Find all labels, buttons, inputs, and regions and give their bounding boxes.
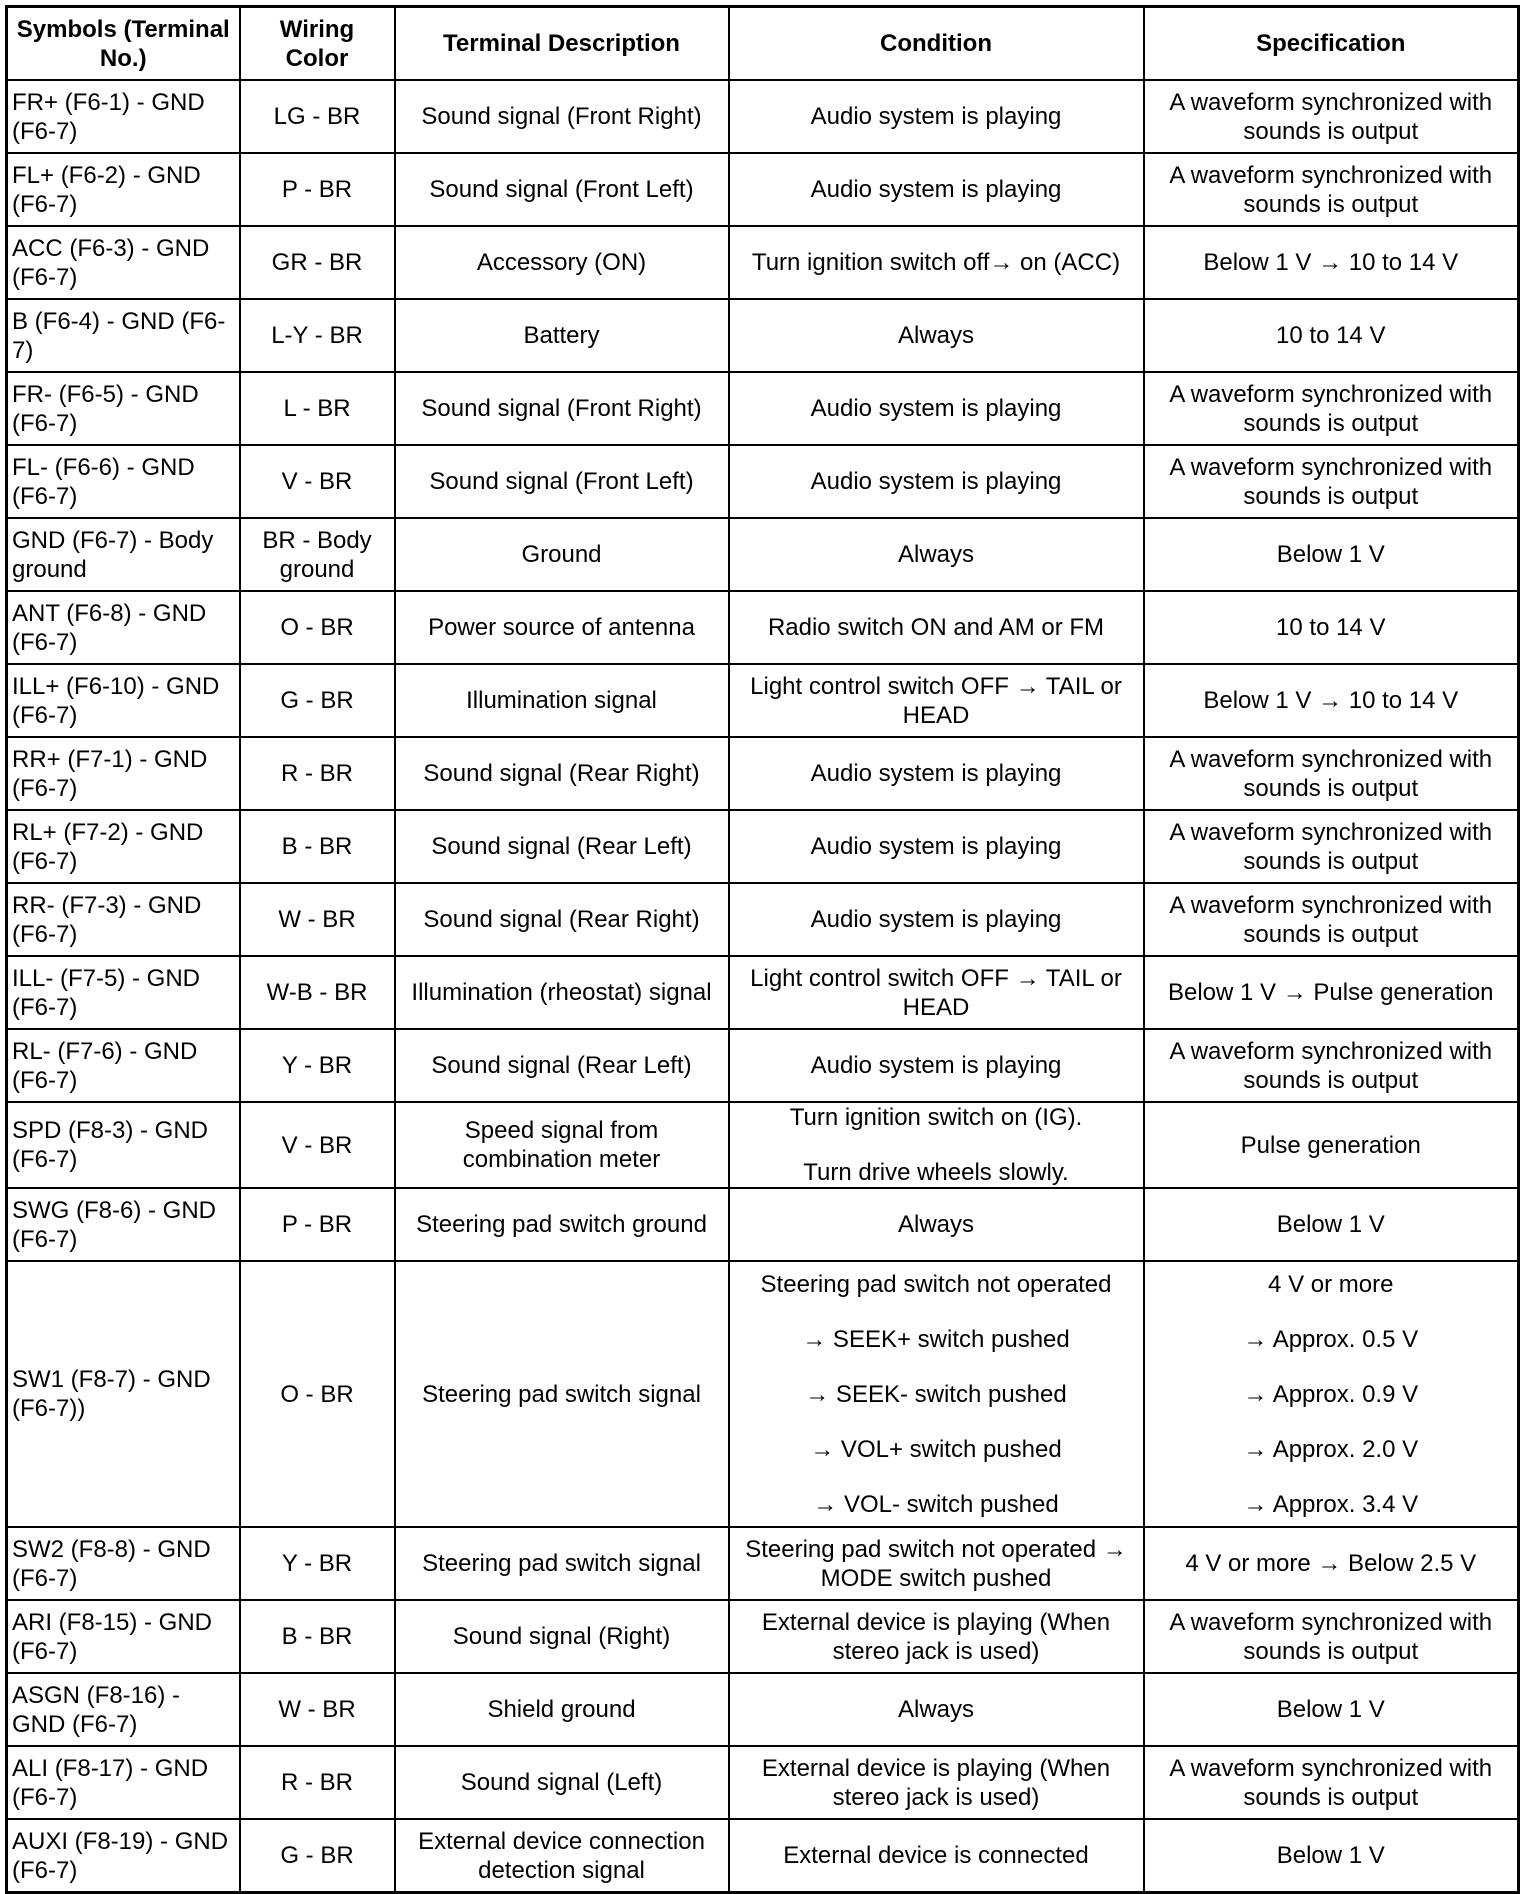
symbol-cell: FR+ (F6-1) - GND (F6-7) bbox=[7, 80, 240, 153]
header-terminal-description: Terminal Description bbox=[395, 7, 729, 81]
condition-cell-line: → VOL+ switch pushed bbox=[810, 1435, 1062, 1463]
condition-cell-line: → SEEK- switch pushed bbox=[805, 1380, 1067, 1408]
wiring-color-cell: BR - Body ground bbox=[240, 518, 395, 591]
condition-cell-line: → SEEK+ switch pushed bbox=[802, 1325, 1070, 1353]
wiring-color-cell: Y - BR bbox=[240, 1527, 395, 1600]
symbol-cell: ACC (F6-3) - GND (F6-7) bbox=[7, 226, 240, 299]
symbol-cell: B (F6-4) - GND (F6-7) bbox=[7, 299, 240, 372]
condition-cell-line: Steering pad switch not operated bbox=[760, 1270, 1112, 1298]
terminal-description-cell: Accessory (ON) bbox=[395, 226, 729, 299]
table-row bbox=[7, 226, 1519, 299]
specification-cell: Below 1 V bbox=[1144, 1819, 1519, 1893]
wiring-color-cell: R - BR bbox=[240, 737, 395, 810]
table-row bbox=[7, 956, 1519, 1029]
terminal-description-cell: Illumination signal bbox=[395, 664, 729, 737]
specification-cell: Below 1 V bbox=[1144, 1188, 1519, 1261]
symbol-cell: ALI (F8-17) - GND (F6-7) bbox=[7, 1746, 240, 1819]
condition-cell: Audio system is playing bbox=[729, 810, 1144, 883]
wiring-color-cell: B - BR bbox=[240, 810, 395, 883]
condition-cell: Audio system is playing bbox=[729, 445, 1144, 518]
wiring-color-cell: Y - BR bbox=[240, 1029, 395, 1102]
condition-cell: Audio system is playing bbox=[729, 372, 1144, 445]
symbol-cell: ILL- (F7-5) - GND (F6-7) bbox=[7, 956, 240, 1029]
wiring-color-cell: W - BR bbox=[240, 1673, 395, 1746]
specification-cell: A waveform synchronized with sounds is output bbox=[1144, 810, 1519, 883]
terminal-description-cell: Battery bbox=[395, 299, 729, 372]
symbol-cell: SPD (F8-3) - GND (F6-7) bbox=[7, 1102, 240, 1188]
table-row bbox=[7, 1600, 1519, 1673]
terminal-description-cell: Sound signal (Right) bbox=[395, 1600, 729, 1673]
specification-cell: A waveform synchronized with sounds is output bbox=[1144, 445, 1519, 518]
condition-cell: Always bbox=[729, 1673, 1144, 1746]
specification-cell: Below 1 V bbox=[1144, 518, 1519, 591]
terminal-description-cell: Shield ground bbox=[395, 1673, 729, 1746]
symbol-cell: RL+ (F7-2) - GND (F6-7) bbox=[7, 810, 240, 883]
symbol-cell: GND (F6-7) - Body ground bbox=[7, 518, 240, 591]
terminal-description-cell: Sound signal (Front Left) bbox=[395, 445, 729, 518]
specification-cell: A waveform synchronized with sounds is output bbox=[1144, 1746, 1519, 1819]
table-row bbox=[7, 1102, 1519, 1188]
table-row bbox=[7, 1188, 1519, 1261]
wiring-color-cell: P - BR bbox=[240, 1188, 395, 1261]
symbol-cell: SW1 (F8-7) - GND (F6-7)) bbox=[7, 1261, 240, 1527]
symbol-cell: RL- (F7-6) - GND (F6-7) bbox=[7, 1029, 240, 1102]
header-wiring-color: Wiring Color bbox=[240, 7, 395, 81]
terminal-description-cell: Sound signal (Front Left) bbox=[395, 153, 729, 226]
symbol-cell: SW2 (F8-8) - GND (F6-7) bbox=[7, 1527, 240, 1600]
specification-cell: A waveform synchronized with sounds is output bbox=[1144, 153, 1519, 226]
symbol-cell: ASGN (F8-16) - GND (F6-7) bbox=[7, 1673, 240, 1746]
wiring-color-cell: L - BR bbox=[240, 372, 395, 445]
symbol-cell: RR- (F7-3) - GND (F6-7) bbox=[7, 883, 240, 956]
condition-cell: Audio system is playing bbox=[729, 153, 1144, 226]
symbol-cell: ANT (F6-8) - GND (F6-7) bbox=[7, 591, 240, 664]
table-row bbox=[7, 1527, 1519, 1600]
condition-cell: Audio system is playing bbox=[729, 80, 1144, 153]
specification-cell: A waveform synchronized with sounds is output bbox=[1144, 372, 1519, 445]
condition-cell: Audio system is playing bbox=[729, 1029, 1144, 1102]
header-specification: Specification bbox=[1144, 7, 1519, 81]
specification-cell: A waveform synchronized with sounds is output bbox=[1144, 737, 1519, 810]
symbol-cell: FL- (F6-6) - GND (F6-7) bbox=[7, 445, 240, 518]
wiring-color-cell: GR - BR bbox=[240, 226, 395, 299]
terminal-description-cell: Sound signal (Rear Right) bbox=[395, 737, 729, 810]
specification-cell: 10 to 14 V bbox=[1144, 299, 1519, 372]
condition-cell: Turn ignition switch off→ on (ACC) bbox=[729, 226, 1144, 299]
specification-cell-line: → Approx. 2.0 V bbox=[1243, 1435, 1419, 1463]
header-condition: Condition bbox=[729, 7, 1144, 81]
specification-cell: A waveform synchronized with sounds is output bbox=[1144, 883, 1519, 956]
table-row bbox=[7, 591, 1519, 664]
condition-cell bbox=[729, 1102, 1144, 1188]
specification-cell: Pulse generation bbox=[1144, 1102, 1519, 1188]
terminal-description-cell: Sound signal (Front Right) bbox=[395, 80, 729, 153]
header-symbols: Symbols (Terminal No.) bbox=[7, 7, 240, 81]
wiring-color-cell: W - BR bbox=[240, 883, 395, 956]
condition-cell: Steering pad switch not operated → MODE switch pushed bbox=[729, 1527, 1144, 1600]
specification-cell: Below 1 V → Pulse generation bbox=[1144, 956, 1519, 1029]
condition-cell: Always bbox=[729, 518, 1144, 591]
symbol-cell: ILL+ (F6-10) - GND (F6-7) bbox=[7, 664, 240, 737]
condition-cell: Light control switch OFF → TAIL or HEAD bbox=[729, 956, 1144, 1029]
condition-cell-line: Turn drive wheels slowly. bbox=[803, 1159, 1069, 1186]
specification-cell: A waveform synchronized with sounds is output bbox=[1144, 80, 1519, 153]
table-row bbox=[7, 664, 1519, 737]
condition-cell: External device is connected bbox=[729, 1819, 1144, 1893]
condition-cell-line: Turn ignition switch on (IG). bbox=[789, 1104, 1083, 1131]
condition-cell: Light control switch OFF → TAIL or HEAD bbox=[729, 664, 1144, 737]
specification-cell-line: 4 V or more bbox=[1268, 1270, 1394, 1298]
condition-cell: Always bbox=[729, 1188, 1144, 1261]
table-row bbox=[7, 1029, 1519, 1102]
wiring-color-cell: G - BR bbox=[240, 1819, 395, 1893]
specification-cell: Below 1 V → 10 to 14 V bbox=[1144, 226, 1519, 299]
table-row bbox=[7, 80, 1519, 153]
table-row bbox=[7, 372, 1519, 445]
specification-cell: Below 1 V → 10 to 14 V bbox=[1144, 664, 1519, 737]
condition-cell bbox=[729, 1261, 1144, 1527]
terminal-description-cell: Sound signal (Rear Left) bbox=[395, 810, 729, 883]
table-row bbox=[7, 299, 1519, 372]
header-row bbox=[7, 7, 1519, 81]
table-row bbox=[7, 1746, 1519, 1819]
terminal-description-cell: Steering pad switch ground bbox=[395, 1188, 729, 1261]
terminal-description-cell: Ground bbox=[395, 518, 729, 591]
terminal-description-cell: Sound signal (Front Right) bbox=[395, 372, 729, 445]
table-body bbox=[7, 80, 1519, 1893]
table-row bbox=[7, 737, 1519, 810]
specification-cell-line: → Approx. 3.4 V bbox=[1243, 1490, 1419, 1518]
wiring-color-cell: O - BR bbox=[240, 591, 395, 664]
condition-cell: External device is playing (When stereo jack is used) bbox=[729, 1600, 1144, 1673]
terminal-description-cell: Sound signal (Rear Left) bbox=[395, 1029, 729, 1102]
condition-cell-line: → VOL- switch pushed bbox=[813, 1490, 1059, 1518]
terminal-description-cell: Speed signal from combination meter bbox=[395, 1102, 729, 1188]
symbol-cell: SWG (F8-6) - GND (F6-7) bbox=[7, 1188, 240, 1261]
specification-cell: A waveform synchronized with sounds is output bbox=[1144, 1600, 1519, 1673]
table-header bbox=[7, 7, 1519, 81]
terminal-inspection-table bbox=[5, 5, 1520, 1894]
specification-cell bbox=[1144, 1261, 1519, 1527]
condition-cell: Always bbox=[729, 299, 1144, 372]
table-row bbox=[7, 518, 1519, 591]
terminal-description-cell: Sound signal (Left) bbox=[395, 1746, 729, 1819]
wiring-color-cell: O - BR bbox=[240, 1261, 395, 1527]
table-row bbox=[7, 810, 1519, 883]
table-row bbox=[7, 883, 1519, 956]
terminal-description-cell: Steering pad switch signal bbox=[395, 1261, 729, 1527]
terminal-description-cell: Illumination (rheostat) signal bbox=[395, 956, 729, 1029]
symbol-cell: FR- (F6-5) - GND (F6-7) bbox=[7, 372, 240, 445]
wiring-color-cell: LG - BR bbox=[240, 80, 395, 153]
terminal-description-cell: Steering pad switch signal bbox=[395, 1527, 729, 1600]
wiring-color-cell: G - BR bbox=[240, 664, 395, 737]
symbol-cell: RR+ (F7-1) - GND (F6-7) bbox=[7, 737, 240, 810]
specification-cell: A waveform synchronized with sounds is output bbox=[1144, 1029, 1519, 1102]
specification-cell: Below 1 V bbox=[1144, 1673, 1519, 1746]
terminal-description-cell: External device connection detection signal bbox=[395, 1819, 729, 1893]
specification-cell-line: → Approx. 0.5 V bbox=[1243, 1325, 1419, 1353]
wiring-color-cell: V - BR bbox=[240, 1102, 395, 1188]
symbol-cell: ARI (F8-15) - GND (F6-7) bbox=[7, 1600, 240, 1673]
wiring-color-cell: R - BR bbox=[240, 1746, 395, 1819]
specification-cell-line: → Approx. 0.9 V bbox=[1243, 1380, 1419, 1408]
terminal-description-cell: Power source of antenna bbox=[395, 591, 729, 664]
wiring-color-cell: B - BR bbox=[240, 1600, 395, 1673]
condition-cell: Audio system is playing bbox=[729, 737, 1144, 810]
condition-cell: External device is playing (When stereo jack is used) bbox=[729, 1746, 1144, 1819]
table-row bbox=[7, 153, 1519, 226]
wiring-color-cell: L-Y - BR bbox=[240, 299, 395, 372]
table-row bbox=[7, 1673, 1519, 1746]
symbol-cell: FL+ (F6-2) - GND (F6-7) bbox=[7, 153, 240, 226]
specification-cell: 4 V or more → Below 2.5 V bbox=[1144, 1527, 1519, 1600]
wiring-color-cell: P - BR bbox=[240, 153, 395, 226]
wiring-color-cell: V - BR bbox=[240, 445, 395, 518]
terminal-description-cell: Sound signal (Rear Right) bbox=[395, 883, 729, 956]
condition-cell: Audio system is playing bbox=[729, 883, 1144, 956]
table-row bbox=[7, 1261, 1519, 1527]
condition-cell: Radio switch ON and AM or FM bbox=[729, 591, 1144, 664]
specification-cell: 10 to 14 V bbox=[1144, 591, 1519, 664]
table-row bbox=[7, 1819, 1519, 1893]
table-row bbox=[7, 445, 1519, 518]
symbol-cell: AUXI (F8-19) - GND (F6-7) bbox=[7, 1819, 240, 1893]
wiring-color-cell: W-B - BR bbox=[240, 956, 395, 1029]
